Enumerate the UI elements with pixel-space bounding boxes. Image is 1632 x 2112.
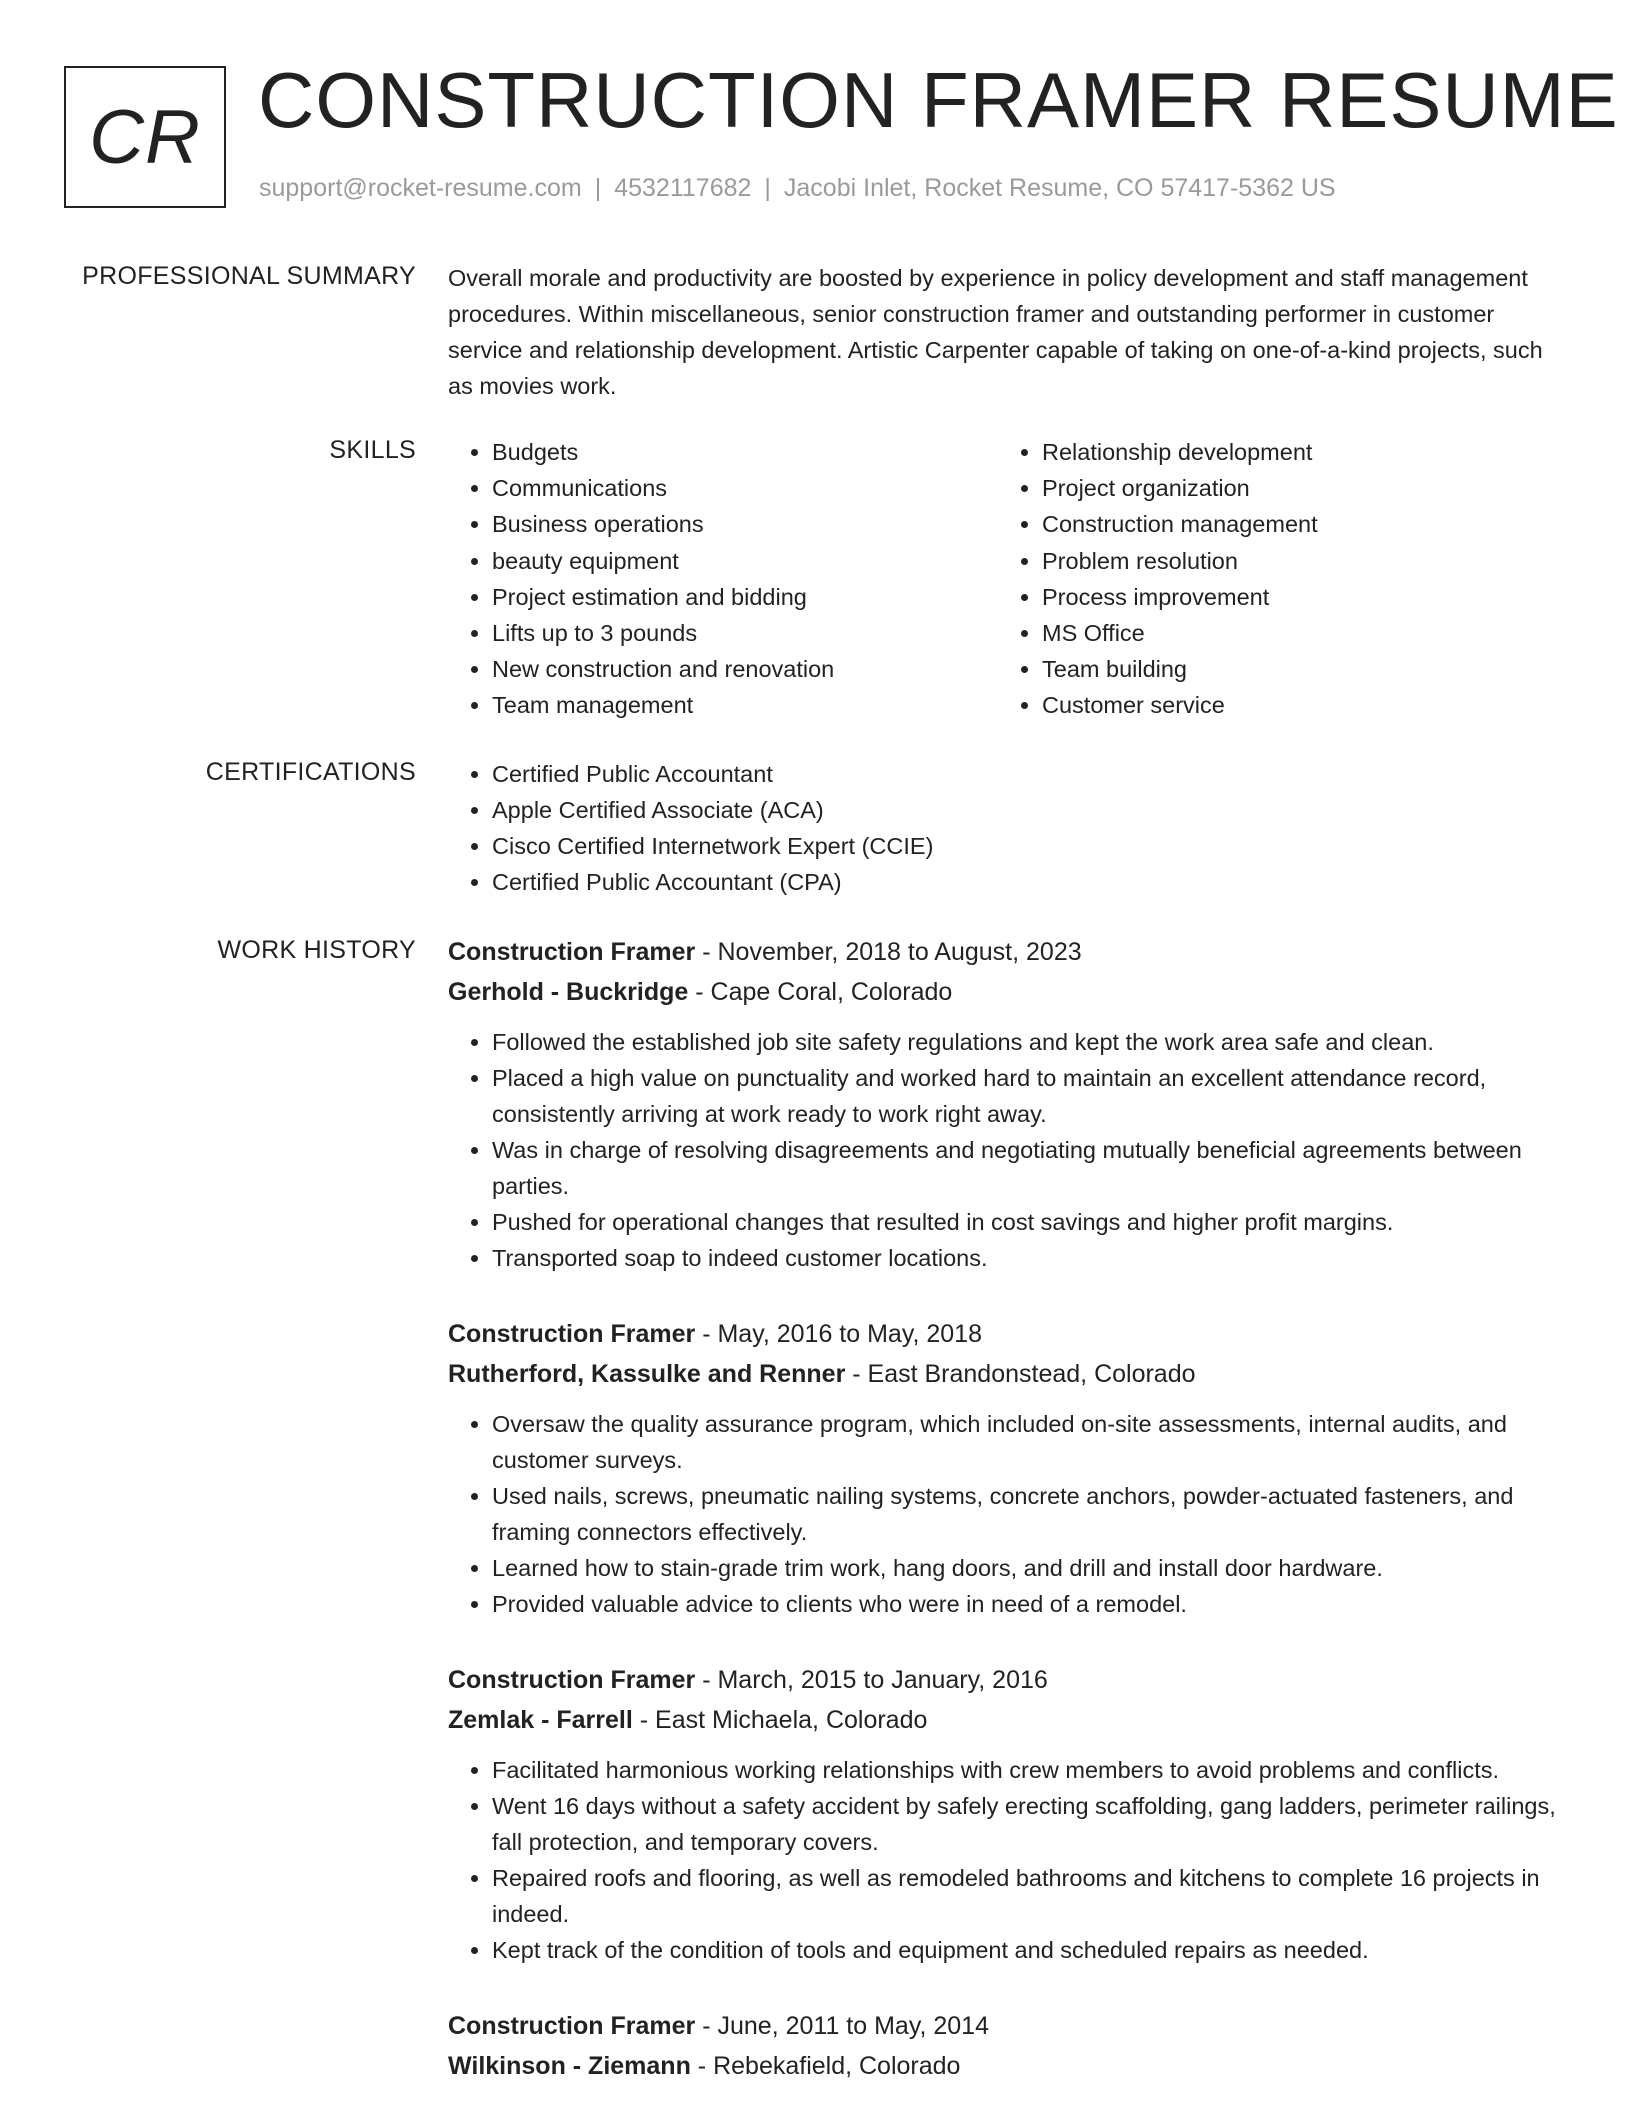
certification-item: • Certified Public Accountant — [492, 756, 1568, 792]
job-bullet: • Went 16 days without a safety accident by safely erecting scaffolding, gang ladders, perimeter railings, fall protection, and temporary covers. — [492, 1788, 1568, 1860]
contact-separator: | — [764, 174, 771, 202]
contact-address: Jacobi Inlet, Rocket Resume, CO 57417-5362 US — [783, 174, 1336, 202]
job-dates: - June, 2011 to May, 2014 — [695, 2012, 989, 2040]
job-entry — [448, 1314, 1568, 1622]
skills-column-right — [998, 434, 1548, 724]
job-bullet: • Learned how to stain-grade trim work, hang doors, and drill and install door hardware. — [492, 1550, 1568, 1586]
certifications-body — [448, 756, 1568, 900]
job-dates: - May, 2016 to May, 2018 — [695, 1320, 982, 1348]
job-bullet: • Provided valuable advice to clients who were in need of a remodel. — [492, 1586, 1568, 1622]
certification-item: • Cisco Certified Internetwork Expert (CCIE) — [492, 828, 1568, 864]
job-bullet: • Facilitated harmonious working relationships with crew members to avoid problems and conflicts. — [492, 1752, 1568, 1788]
section-label-skills: SKILLS — [329, 436, 416, 464]
job-company: Gerhold - Buckridge — [448, 978, 689, 1006]
job-entry — [448, 932, 1568, 1276]
skill-item: • MS Office — [1042, 615, 1548, 651]
skill-item: • Business operations — [492, 506, 998, 542]
job-company: Zemlak - Farrell — [448, 1706, 633, 1734]
skill-item: • Team management — [492, 687, 998, 723]
job-entry — [448, 2006, 1568, 2086]
job-company: Wilkinson - Ziemann — [448, 2052, 691, 2080]
skill-item: • beauty equipment — [492, 543, 998, 579]
section-label-work-history: WORK HISTORY — [217, 936, 416, 964]
skill-item: • Lifts up to 3 pounds — [492, 615, 998, 651]
job-title-line — [448, 932, 1568, 972]
resume-title: CONSTRUCTION FRAMER RESUME — [258, 56, 1619, 144]
skill-item: • Project estimation and bidding — [492, 579, 998, 615]
summary-text: Overall morale and productivity are boosted by experience in policy development and staff management procedures. Within miscellaneous, senior construction framer and outstanding performer in customer service and relationship development. Artistic Carpenter capable of taking on one-of-a-kind projects, such as movies work. — [448, 265, 1543, 399]
section-label-summary: PROFESSIONAL SUMMARY — [82, 262, 416, 290]
job-dates: - November, 2018 to August, 2023 — [695, 938, 1082, 966]
job-title: Construction Framer — [448, 1666, 696, 1694]
skill-item: • Customer service — [1042, 687, 1548, 723]
job-title: Construction Framer — [448, 2012, 696, 2040]
contact-email: support@rocket-resume.com — [259, 174, 582, 202]
job-bullet: • Transported soap to indeed customer locations. — [492, 1240, 1568, 1276]
job-bullet: • Kept track of the condition of tools and equipment and scheduled repairs as needed. — [492, 1932, 1568, 1968]
contact-phone: 4532117682 — [614, 174, 752, 202]
section-label-certifications: CERTIFICATIONS — [205, 758, 416, 786]
skill-item: • Budgets — [492, 434, 998, 470]
work-history-body — [448, 932, 1568, 2112]
job-bullets — [448, 1024, 1568, 1276]
job-bullet: • Oversaw the quality assurance program, which included on-site assessments, internal audits, and customer surveys. — [492, 1406, 1568, 1478]
job-title-line — [448, 1660, 1568, 1700]
job-company: Rutherford, Kassulke and Renner — [448, 1360, 846, 1388]
skill-item: • Communications — [492, 470, 998, 506]
job-bullets — [448, 1406, 1568, 1622]
contact-separator: | — [594, 174, 602, 202]
monogram-logo: CR — [64, 66, 226, 208]
skills-body — [448, 434, 1568, 724]
job-bullet: • Pushed for operational changes that resulted in cost savings and higher profit margins. — [492, 1204, 1568, 1240]
job-bullet: • Followed the established job site safety regulations and kept the work area safe and clean. — [492, 1024, 1568, 1060]
job-bullet: • Repaired roofs and flooring, as well as remodeled bathrooms and kitchens to complete 16 projects in indeed. — [492, 1860, 1568, 1932]
skill-item: • New construction and renovation — [492, 651, 998, 687]
job-title-line — [448, 2006, 1568, 2046]
job-title: Construction Framer — [448, 938, 696, 966]
job-company-line — [448, 1700, 1568, 1740]
job-company-line — [448, 2046, 1568, 2086]
job-location: - Rebekafield, Colorado — [690, 2052, 961, 2080]
skill-item: • Project organization — [1042, 470, 1548, 506]
job-company-line — [448, 1354, 1568, 1394]
job-bullet: • Placed a high value on punctuality and worked hard to maintain an excellent attendance record, consistently arriving at work ready to work right away. — [492, 1060, 1568, 1132]
job-location: - East Brandonstead, Colorado — [845, 1360, 1196, 1388]
job-location: - East Michaela, Colorado — [632, 1706, 928, 1734]
skill-item: • Process improvement — [1042, 579, 1548, 615]
job-title: Construction Framer — [448, 1320, 696, 1348]
summary-body — [448, 260, 1568, 404]
certification-item: • Certified Public Accountant (CPA) — [492, 864, 1568, 900]
job-company-line — [448, 972, 1568, 1012]
skill-item: • Construction management — [1042, 506, 1548, 542]
skill-item: • Relationship development — [1042, 434, 1548, 470]
skill-item: • Problem resolution — [1042, 543, 1548, 579]
job-bullets — [448, 1752, 1568, 1968]
job-dates: - March, 2015 to January, 2016 — [695, 1666, 1048, 1694]
job-entry — [448, 1660, 1568, 1968]
skills-column-left — [448, 434, 998, 724]
certification-item: • Apple Certified Associate (ACA) — [492, 792, 1568, 828]
job-bullet: • Was in charge of resolving disagreements and negotiating mutually beneficial agreements between parties. — [492, 1132, 1568, 1204]
contact-line — [259, 174, 1336, 203]
job-title-line — [448, 1314, 1568, 1354]
job-location: - Cape Coral, Colorado — [688, 978, 953, 1006]
skill-item: • Team building — [1042, 651, 1548, 687]
job-bullet: • Used nails, screws, pneumatic nailing systems, concrete anchors, powder-actuated fasteners, and framing connectors effectively. — [492, 1478, 1568, 1550]
